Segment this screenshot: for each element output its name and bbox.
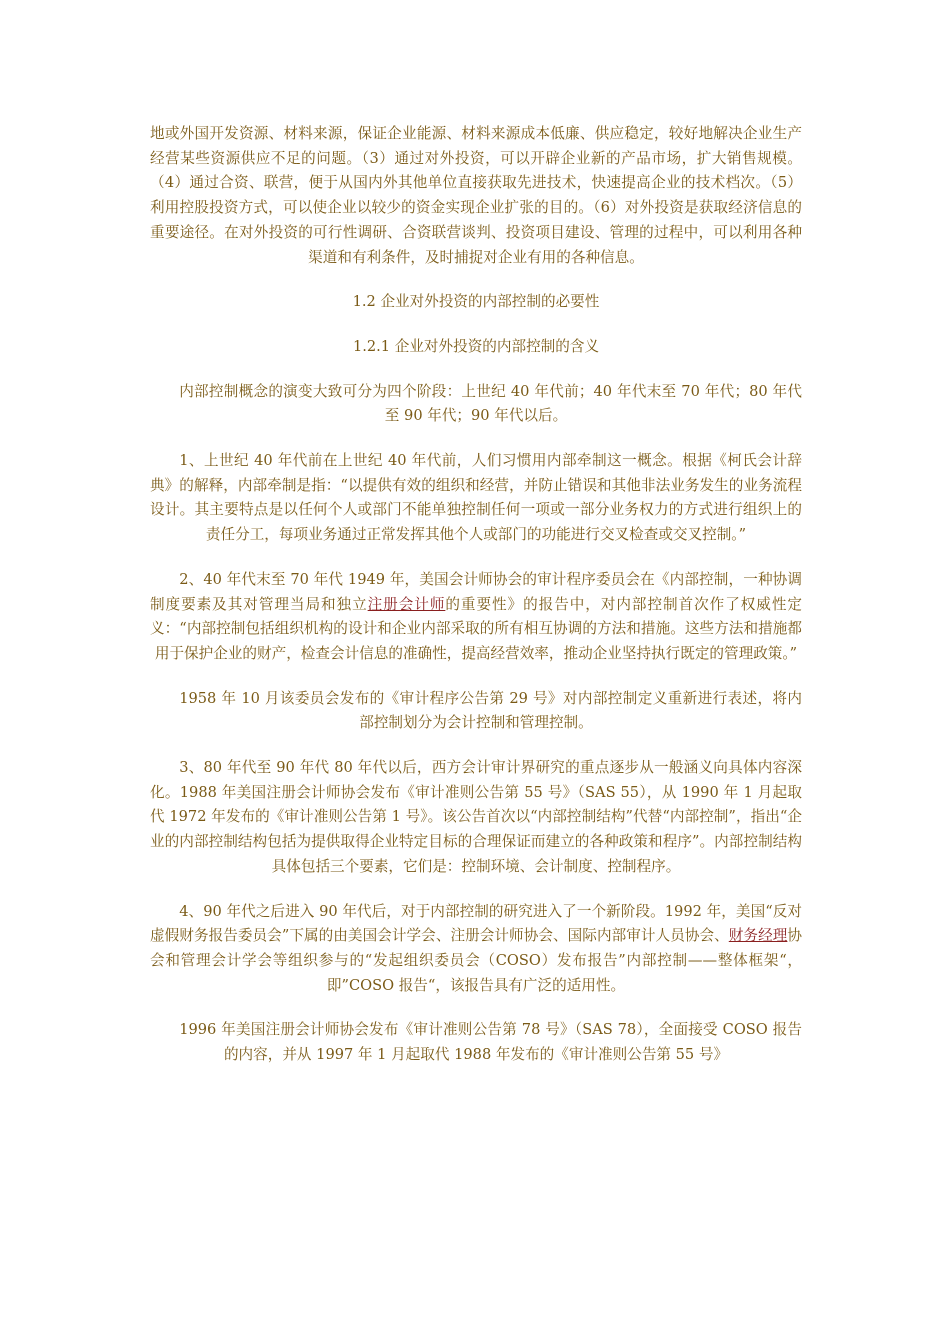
paragraph-stage-2	[150, 568, 802, 667]
paragraph-stage-4	[150, 900, 802, 999]
link-finance-manager[interactable]: 财务经理	[728, 927, 788, 945]
section-heading-1-2-1: 1.2.1 企业对外投资的内部控制的含义	[352, 337, 600, 355]
paragraph-stage-2-text-a: 2、40 年代末至 70 年代 1949 年，美国会计师协会的审计程序委员会在《内部控制，一种协调制度要素及其对管理当局和独立	[150, 570, 802, 613]
paragraph-stage-2-text-b: 的重要性》的报告中，对内部控制首次作了权威性定义：“内部控制包括组织机构的设计和企业内部采取的所有相互协调的方法和措施。这些方法和措施都用于保护企业的财产，检查会计信息的准确性，提高经营效率，推动企业坚持执行既定的管理政策。”	[150, 595, 802, 662]
paragraph-stage-4-text-b: 协会和管理会计学会等组织参与的“发起组织委员会（COSO）发布报告”内部控制——整体框架“，即”COSO 报告“，该报告具有广泛的适用性。	[150, 927, 802, 994]
paragraph-stage-3: 3、80 年代至 90 年代 80 年代以后，西方会计审计界研究的重点逐步从一般涵义向具体内容深化。1988 年美国注册会计师协会发布《审计准则公告第 55 号》（SAS 55），从 1990 年 1 月起取代 1972 年发布的《审计准则公告第 1 号》。该公告首次以“内部控制结构”代替“内部控制”，指出“企业的内部控制结构包括为提供取得企业特定目标的合理保证而建立的各种政策和程序”。内部控制结构具体包括三个要素，它们是：控制环境、会计制度、控制程序。	[150, 759, 802, 875]
paragraph-four-stages: 内部控制概念的演变大致可分为四个阶段：上世纪 40 年代前；40 年代末至 70 年代；80 年代至 90 年代；90 年代以后。	[179, 382, 802, 425]
paragraph-stage-1: 1、上世纪 40 年代前在上世纪 40 年代前，人们习惯用内部牵制这一概念。根据《柯氏会计辞典》的解释，内部牵制是指：“以提供有效的组织和经营，并防止错误和其他非法业务发生的业务流程设计。其主要特点是以任何个人或部门不能单独控制任何一项或一部分业务权力的方式进行组织上的责任分工，每项业务通过正常发挥其他个人或部门的功能进行交叉检查或交叉控制。”	[150, 452, 802, 544]
paragraph-investment-purposes: 地或外国开发资源、材料来源，保证企业能源、材料来源成本低廉、供应稳定，较好地解决企业生产经营某些资源供应不足的问题。（3）通过对外投资，可以开辟企业新的产品市场，扩大销售规模。（4）通过合资、联营，便于从国内外其他单位直接获取先进技术，快速提高企业的技术档次。（5）利用控股投资方式，可以使企业以较少的资金实现企业扩张的目的。（6）对外投资是获取经济信息的重要途径。在对外投资的可行性调研、合资联营谈判、投资项目建设、管理的过程中，可以利用各种渠道和有利条件，及时捕捉对企业有用的各种信息。	[150, 125, 802, 266]
document-page	[150, 122, 802, 1068]
section-heading-1-2: 1.2 企业对外投资的内部控制的必要性	[352, 293, 600, 311]
link-cpa[interactable]: 注册会计师	[367, 595, 446, 613]
paragraph-1996-announcement: 1996 年美国注册会计师协会发布《审计准则公告第 78 号》（SAS 78），全面接受 COSO 报告的内容，并从 1997 年 1 月起取代 1988 年发布的《审计准则公告第 55 号》	[179, 1021, 802, 1064]
paragraph-stage-4-text-a: 4、90 年代之后进入 90 年代后，对于内部控制的研究进入了一个新阶段。1992 年，美国“反对虚假财务报告委员会”下属的由美国会计学会、注册会计师协会、国际内部审计人员协会、	[150, 902, 802, 945]
paragraph-1958-announcement: 1958 年 10 月该委员会发布的《审计程序公告第 29 号》对内部控制定义重新进行表述，将内部控制划分为会计控制和管理控制。	[179, 689, 802, 732]
